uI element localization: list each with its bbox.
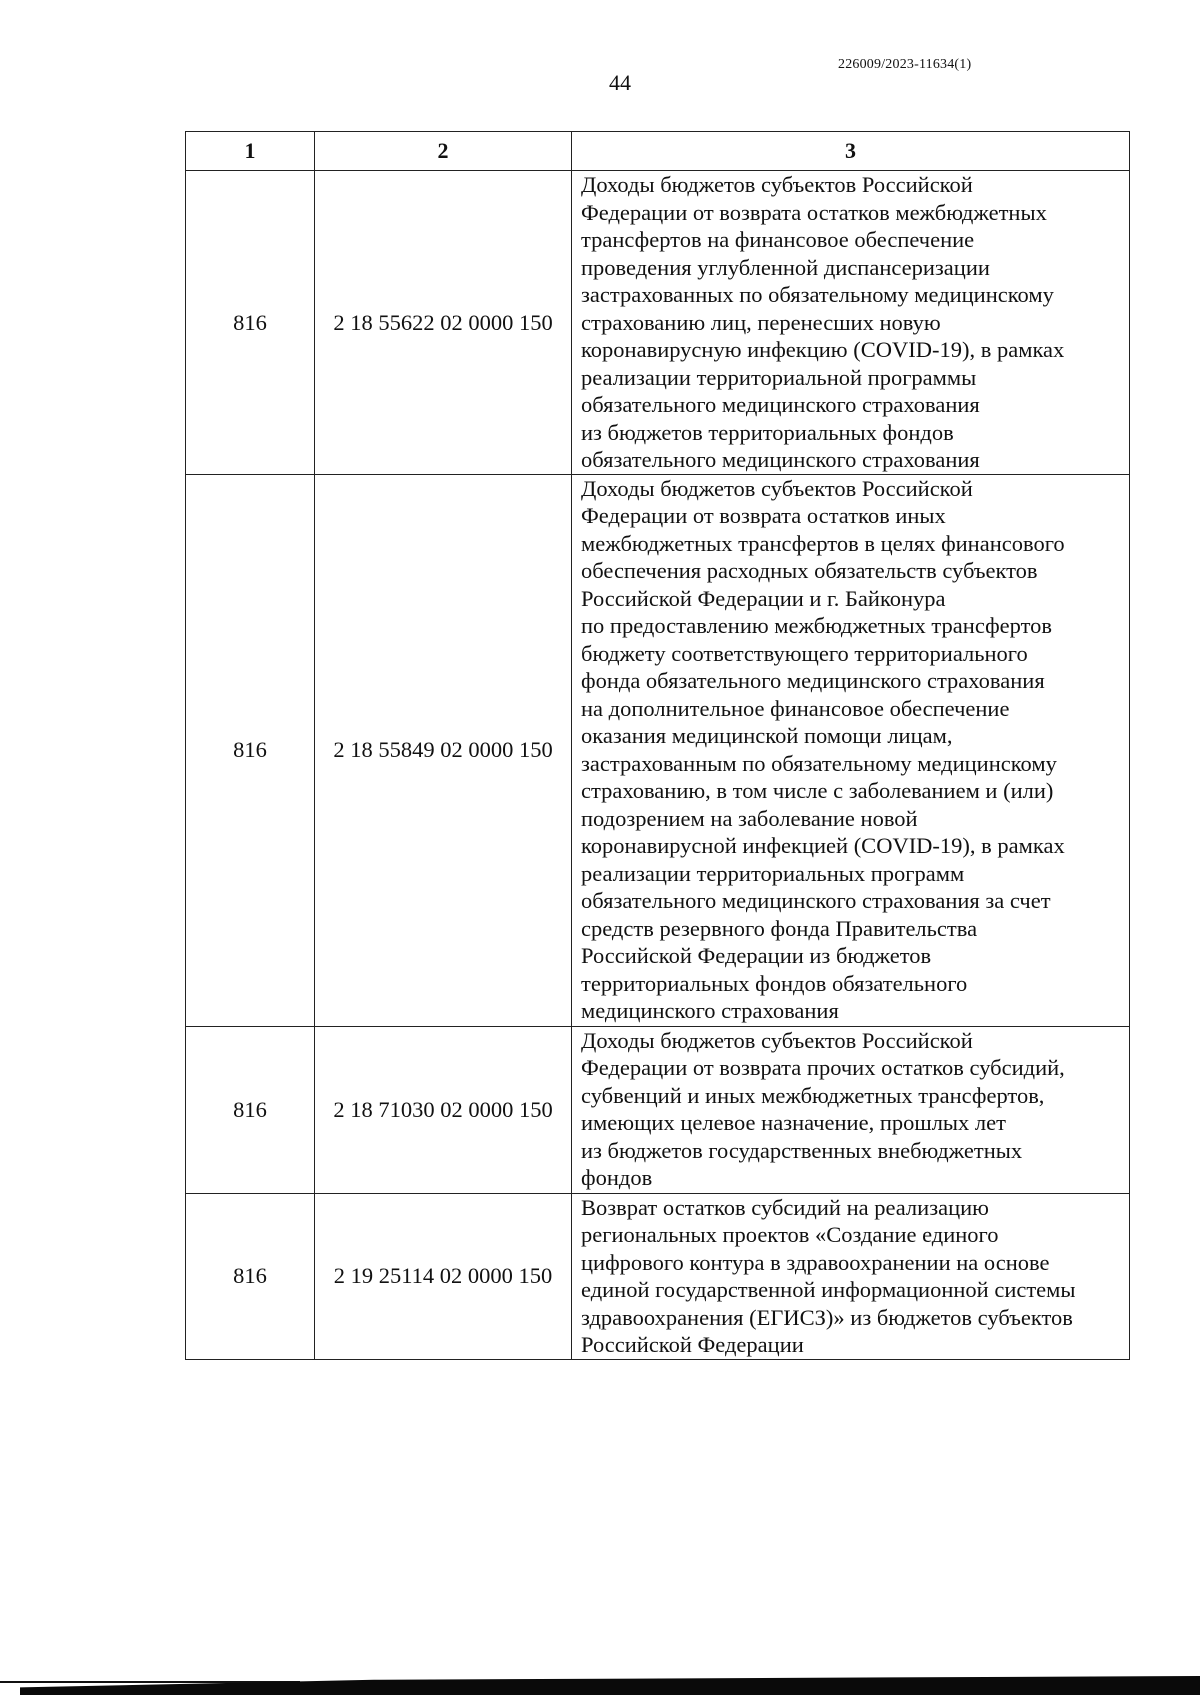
description-line: имеющих целевое назначение, прошлых лет	[581, 1110, 1006, 1135]
kbk-code-cell: 2 18 55622 02 0000 150	[315, 171, 572, 475]
description-line: страхованию лиц, перенесших новую	[581, 309, 941, 335]
description-line: реализации территориальных программ	[581, 860, 965, 886]
description-line: застрахованных по обязательному медицинскому	[581, 282, 1054, 307]
column-header-3: 3	[572, 132, 1130, 171]
table-row	[186, 171, 1130, 475]
description-line: Российской Федерации и г. Байконура	[581, 585, 946, 611]
description-cell	[572, 1026, 1130, 1193]
description-line: застрахованным по обязательному медицинскому	[581, 750, 1057, 776]
description-line: средств резервного фонда Правительства	[581, 915, 978, 941]
description-line: бюджету соответствующего территориального	[581, 640, 1028, 666]
admin-code-cell: 816	[186, 171, 315, 475]
description-line: медицинского страхования	[581, 998, 839, 1023]
description-cell	[572, 171, 1130, 475]
description-line: по предоставлению межбюджетных трансфертов	[581, 613, 1053, 638]
description-line: здравоохранения (ЕГИСЗ)» из бюджетов субъектов	[581, 1304, 1073, 1330]
table-row	[186, 1026, 1130, 1193]
description-line: трансфертов на финансовое обеспечение	[581, 227, 975, 252]
description-line: межбюджетных трансфертов в целях финансового	[581, 530, 1065, 556]
document-registration-number: 226009/2023-11634(1)	[838, 57, 972, 72]
description-line: Доходы бюджетов субъектов Российской	[581, 172, 973, 197]
table-body	[186, 171, 1130, 1360]
description-line: обеспечения расходных обязательств субъектов	[581, 558, 1038, 583]
description-line: реализации территориальной программы	[581, 364, 977, 390]
admin-code-cell: 816	[186, 474, 315, 1026]
table-header-row	[186, 132, 1130, 171]
description-line: Доходы бюджетов субъектов Российской	[581, 1027, 973, 1053]
description-line: Федерации от возврата остатков межбюджетных	[581, 199, 1047, 225]
description-line: Российской Федерации	[581, 1332, 804, 1357]
description-line: фондов	[581, 1165, 653, 1190]
description-line: региональных проектов «Создание единого	[581, 1222, 999, 1247]
description-line: подозрением на заболевание новой	[581, 805, 918, 831]
description-line: Федерации от возврата прочих остатков субсидий,	[581, 1055, 1065, 1080]
description-line: территориальных фондов обязательного	[581, 970, 968, 996]
description-line: обязательного медицинского страхования за счет	[581, 888, 1051, 913]
description-line: единой государственной информационной системы	[581, 1277, 1076, 1302]
table-row	[186, 1193, 1130, 1359]
description-line: коронавирусную инфекцию (COVID-19), в рамках	[581, 337, 1065, 362]
scan-bottom-edge	[20, 1676, 1200, 1695]
column-header-2: 2	[315, 132, 572, 171]
description-cell	[572, 1193, 1130, 1359]
admin-code-cell: 816	[186, 1193, 315, 1359]
description-line: проведения углубленной диспансеризации	[581, 254, 990, 280]
kbk-code-cell: 2 18 55849 02 0000 150	[315, 474, 572, 1026]
description-line: Возврат остатков субсидий на реализацию	[581, 1194, 989, 1220]
description-line: из бюджетов территориальных фондов	[581, 419, 954, 445]
description-line: оказания медицинской помощи лицам,	[581, 723, 953, 748]
description-line: из бюджетов государственных внебюджетных	[581, 1137, 1023, 1163]
description-line: страхованию, в том числе с заболеванием и (или)	[581, 778, 1054, 803]
description-line: обязательного медицинского страхования	[581, 447, 980, 472]
kbk-code-cell: 2 19 25114 02 0000 150	[315, 1193, 572, 1359]
description-line: субвенций и иных межбюджетных трансфертов,	[581, 1082, 1045, 1108]
kbk-code-cell: 2 18 71030 02 0000 150	[315, 1026, 572, 1193]
column-header-1: 1	[186, 132, 315, 171]
description-line: цифрового контура в здравоохранении на основе	[581, 1249, 1050, 1275]
table-row	[186, 474, 1130, 1026]
admin-code-cell: 816	[186, 1026, 315, 1193]
description-line: коронавирусной инфекцией (COVID-19), в рамках	[581, 833, 1065, 858]
budget-codes-table	[185, 131, 1130, 1360]
description-cell	[572, 474, 1130, 1026]
description-line: Федерации от возврата остатков иных	[581, 503, 946, 528]
description-line: обязательного медицинского страхования	[581, 392, 980, 417]
description-line: Российской Федерации из бюджетов	[581, 943, 932, 968]
description-line: фонда обязательного медицинского страхования	[581, 668, 1045, 693]
description-line: Доходы бюджетов субъектов Российской	[581, 475, 973, 501]
page-number: 44	[609, 70, 631, 95]
description-line: на дополнительное финансовое обеспечение	[581, 695, 1010, 721]
